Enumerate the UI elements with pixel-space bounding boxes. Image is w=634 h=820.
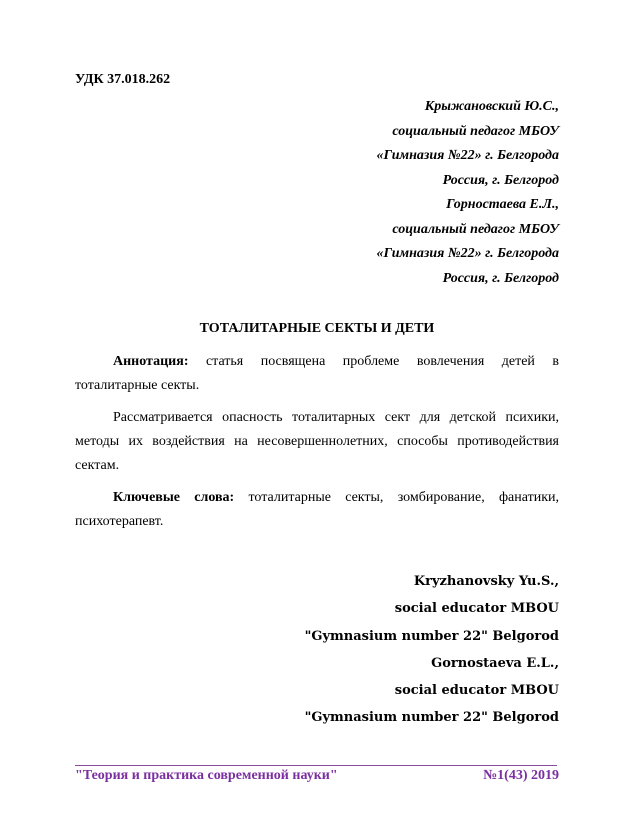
body-paragraph: Рассматривается опасность тоталитарных сект для детской психики, методы их воздействия на несовершеннолетних, способы противодействия сектам.	[75, 410, 559, 473]
author-ru-line: Россия, г. Белгород	[442, 270, 559, 286]
abstract-label: Аннотация:	[113, 354, 189, 369]
keywords-paragraph	[75, 486, 559, 534]
footer-divider	[75, 765, 557, 766]
author-ru-line: социальный педагог МБОУ	[392, 123, 559, 139]
abstract-paragraph	[75, 350, 559, 398]
author-ru-line: Россия, г. Белгород	[442, 172, 559, 188]
udk-code: УДК 37.018.262	[75, 72, 171, 87]
author-en-line: "Gymnasium number 22" Belgorod	[304, 710, 559, 726]
author-ru-line: Крыжановский Ю.С.,	[424, 99, 559, 114]
issue-number: №1(43) 2019	[483, 768, 559, 783]
journal-name: "Теория и практика современной науки"	[75, 768, 338, 783]
author-ru-line: социальный педагог МБОУ	[392, 221, 559, 237]
authors-en-block	[305, 568, 559, 732]
author-ru-line: «Гимназия №22» г. Белгорода	[376, 148, 559, 163]
keywords-text: тоталитарные секты, зомбирование, фанатики, психотерапевт.	[75, 490, 559, 529]
author-en-line: social educator MBOU	[394, 601, 559, 617]
author-ru-line: Горностаева Е.Л.,	[446, 197, 559, 212]
author-ru-line: «Гимназия №22» г. Белгорода	[376, 246, 559, 261]
authors-ru-block	[377, 95, 559, 291]
keywords-label: Ключевые слова:	[113, 490, 235, 505]
article-title: ТОТАЛИТАРНЫЕ СЕКТЫ И ДЕТИ	[199, 321, 435, 336]
author-en-line: Gornostaeva E.L.,	[431, 655, 559, 671]
author-en-line: "Gymnasium number 22" Belgorod	[304, 628, 559, 644]
abstract-text: статья посвящена проблеме вовлечения детей в тоталитарные секты.	[75, 354, 559, 393]
author-en-line: Kryzhanovsky Yu.S.,	[413, 574, 559, 589]
author-en-line: social educator MBOU	[394, 683, 559, 699]
